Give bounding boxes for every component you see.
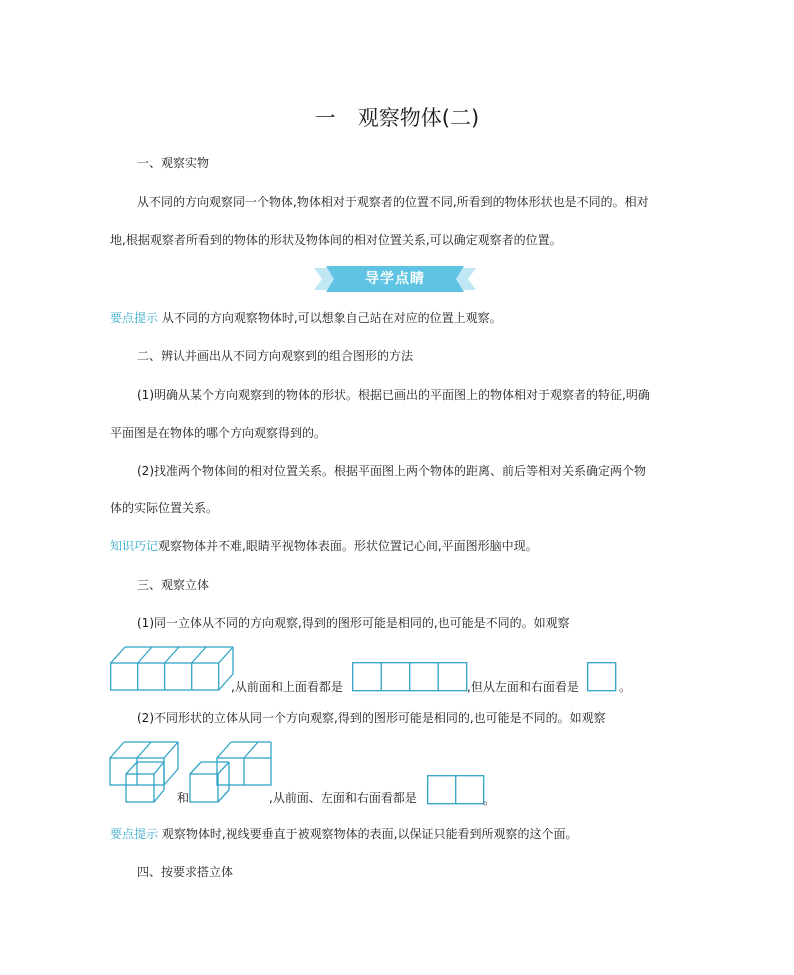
section3-item1-tail-c: 。 <box>619 680 632 694</box>
tip2-label: 要点提示 <box>110 827 159 841</box>
section3-item1: (1)同一立体从不同的方向观察,得到的图形可能是相同的,也可能是不同的。如观察 <box>137 616 570 630</box>
section3-item2-and: 和 <box>177 791 190 805</box>
memo-text: 观察物体并不难,眼睛平视物体表面。形状位置记心间,平面图形脑中现。 <box>158 539 538 553</box>
tip2 <box>110 826 577 842</box>
two-squares-figure <box>427 775 485 805</box>
memo <box>110 538 538 554</box>
section3-item2: (2)不同形状的立体从同一个方向观察,得到的图形可能是相同的,也可能是不同的。如观察 <box>137 711 606 725</box>
section2-item1-line1: (1)明确从某个方向观察到的物体的形状。根据已画出的平面图上的物体相对于观察者的特征,明确 <box>137 388 650 402</box>
section1-paragraph-line2: 地,根据观察者所看到的物体的形状及物体间的相对位置关系,可以确定观察者的位置。 <box>110 233 562 247</box>
section2-heading: 二、辨认并画出从不同方向观察到的组合图形的方法 <box>137 349 414 363</box>
memo-label: 知识巧记 <box>110 539 159 553</box>
section4-heading: 四、按要求搭立体 <box>137 865 234 879</box>
single-square-figure <box>587 662 617 692</box>
section2-item1-line2: 平面图是在物体的哪个方向观察得到的。 <box>110 426 327 440</box>
four-cube-row-figure <box>110 646 234 692</box>
section1-paragraph-line1: 从不同的方向观察同一个物体,物体相对于观察者的位置不同,所看到的物体形状也是不同的。相对 <box>137 195 649 209</box>
tip1 <box>110 310 502 326</box>
l-shape-cubes-figure-b <box>189 741 273 803</box>
tip2-text: 观察物体时,视线要垂直于被观察物体的表面,以保证只能看到所观察的这个面。 <box>161 827 578 841</box>
section3-heading: 三、观察立体 <box>137 578 210 592</box>
section3-item1-tail-a: ,从前面和上面看都是 <box>231 680 343 694</box>
section1-heading: 一、观察实物 <box>137 156 210 170</box>
section2-item2-line1: (2)找准两个物体间的相对位置关系。根据平面图上两个物体的距离、前后等相对关系确定两个物 <box>137 464 647 478</box>
tip1-label: 要点提示 <box>110 311 159 325</box>
page-title <box>0 102 794 132</box>
tip1-text: 从不同的方向观察物体时,可以想象自己站在对应的位置上观察。 <box>161 311 502 325</box>
section3-item2-end: 。 <box>483 793 496 807</box>
chapter-number: 一 <box>314 106 336 130</box>
section2-item2-line2: 体的实际位置关系。 <box>110 501 219 515</box>
section3-item1-tail-b: ,但从左面和右面看是 <box>467 680 579 694</box>
four-squares-figure <box>352 662 468 692</box>
section3-item2-tail: ,从前面、左面和右面看都是 <box>269 791 417 805</box>
guide-banner-label: 导学点睛 <box>365 271 425 287</box>
chapter-title: 观察物体(二) <box>357 106 480 130</box>
l-shape-cubes-figure-a <box>109 741 181 803</box>
